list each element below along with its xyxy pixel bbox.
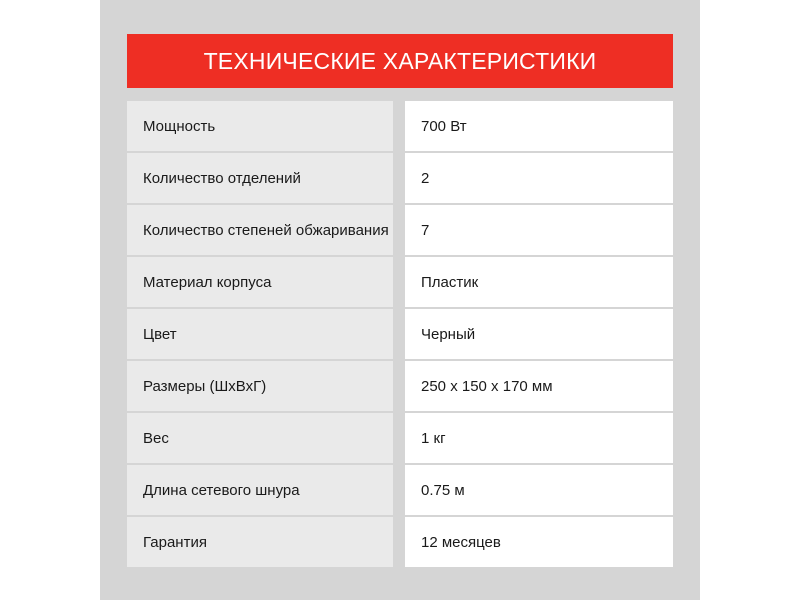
spec-label: Длина сетевого шнура: [127, 465, 393, 515]
spec-label: Мощность: [127, 101, 393, 151]
spec-value: Черный: [405, 309, 673, 359]
spec-value: 0.75 м: [405, 465, 673, 515]
spec-label: Цвет: [127, 309, 393, 359]
spec-row-weight: [127, 413, 673, 463]
spec-value: 700 Вт: [405, 101, 673, 151]
spec-value: 2: [405, 153, 673, 203]
spec-row-compartments: [127, 153, 673, 203]
spec-row-dimensions: [127, 361, 673, 411]
spec-value: 7: [405, 205, 673, 255]
spec-row-power: [127, 101, 673, 151]
spec-row-cord-length: [127, 465, 673, 515]
spec-label: Гарантия: [127, 517, 393, 567]
spec-label: Количество отделений: [127, 153, 393, 203]
spec-value: 1 кг: [405, 413, 673, 463]
section-title: ТЕХНИЧЕСКИЕ ХАРАКТЕРИСТИКИ: [203, 47, 597, 74]
spec-label: Материал корпуса: [127, 257, 393, 307]
spec-value: 12 месяцев: [405, 517, 673, 567]
spec-value: 250 х 150 х 170 мм: [405, 361, 673, 411]
spec-label: Вес: [127, 413, 393, 463]
spec-row-warranty: [127, 517, 673, 567]
spec-label: Размеры (ШхВхГ): [127, 361, 393, 411]
spec-table: [127, 101, 673, 569]
spec-row-color: [127, 309, 673, 359]
spec-row-body-material: [127, 257, 673, 307]
spec-label: Количество степеней обжаривания: [127, 205, 393, 255]
section-title-banner: [127, 34, 673, 88]
spec-row-browning-levels: [127, 205, 673, 255]
spec-value: Пластик: [405, 257, 673, 307]
spec-panel: [100, 0, 700, 600]
